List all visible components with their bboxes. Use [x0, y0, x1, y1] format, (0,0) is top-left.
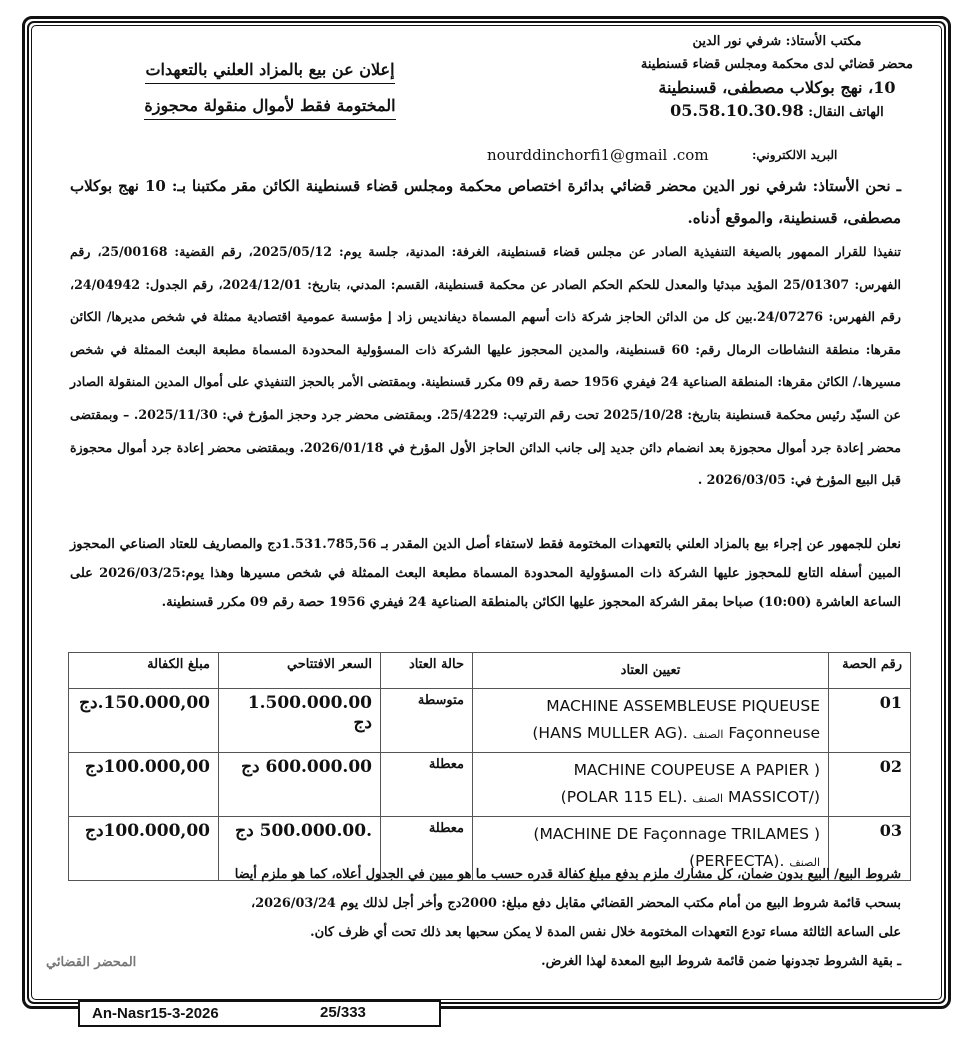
conditions-line1: شروط البيع/ البيع بدون ضمان، كل مشارك ملزم بدفع مبلغ كفالة قدره حسب ما هو مبين في الجدول أعلاه، كما هو ملزم أيضا — [234, 867, 901, 882]
announcement-title-line1: إعلان عن بيع بالمزاد العلني بالتعهدات — [120, 60, 420, 79]
header-bail: مبلغ الكفالة — [69, 653, 219, 689]
table-header-row — [69, 653, 911, 689]
legal-basis-paragraph: تنفيذا للقرار الممهور بالصيغة التنفيذية الصادر عن مجلس قضاء قسنطينة، الغرفة: المدنية، جلسة يوم: 2025/05/12، رقم القضية: 25/00168، رقم الفهرس: 25/01307 المؤيد مبدئيا والمعدل للحكم الحكم الصادر عن محكمة قسنطينة، القسم: المدني، بتاريخ: 2024/12/01، رقم الجدول: 24/04942، رقم الفهرس: 24/07276.بين كل من الدائن الحاجز شركة ذات أسهم المسماة ديفانديس زاد إ مؤسسة عمومية اقتصادية ممثلة في شخص مديرها/ الكائن مقرها: منطقة النشاطات الرمال رقم: 60 قسنطينة، والمدين المحجوز عليها الشركة ذات المسؤولية المحدودة المسماة مطبعة البعث الممثلة في شخص مسيرها./ الكائن مقرها: المنطقة الصناعية 24 فيفري 1956 حصة رقم 09 مكرر قسنطينة. وبمقتضى الأمر بالحجز التنفيذي على أموال المدين المنقولة الصادر عن السيّد رئيس محكمة قسنطينة بتاريخ: 2025/10/28 تحت رقم الترتيب: 25/4229. وبمقتضى محضر جرد وحجز المؤرخ في: 2025/11/30. – وبمقتضى محضر إعادة جرد أموال محجوزة بعد انضمام دائن جديد إلى جانب الدائن الحاجز الأول المؤرخ في 2026/01/18. وبمقتضى محضر إعادة جرد أموال محجوزة قبل البيع المؤرخ في: 2026/03/05 . — [70, 244, 902, 488]
conditions-line2: بسحب قائمة شروط البيع من أمام مكتب المحضر القضائي مقابل دفع مبلغ: 2000دج وأخر أجل لذلك يوم 2026/03/24، — [251, 896, 901, 911]
header-opening-price: السعر الافتتاحي — [219, 653, 381, 689]
lot-opening-price: 1.500.000.00 دج — [219, 689, 381, 753]
email-address[interactable]: nourddinchorfi1@gmail .com — [487, 146, 709, 164]
table-row — [69, 753, 911, 817]
lot-state: متوسطة — [381, 689, 473, 753]
announcement-title-line2: المختومة فقط لأموال منقولة محجوزة — [120, 96, 420, 115]
lot-number: 01 — [829, 689, 911, 753]
desc-line1: MACHINE COUPEUSE A PAPIER ) — [573, 761, 820, 779]
lot-opening-price: .500.000.00 دج — [219, 817, 381, 881]
phone-number: 05.58.10.30.98 — [670, 101, 804, 120]
publication-footer — [78, 1000, 441, 1027]
table-row — [69, 689, 911, 753]
office-name: مكتب الأستاذ: شرفي نور الدين — [692, 34, 862, 49]
header-lot: رقم الحصة — [829, 653, 911, 689]
header-description: تعيين العتاد — [473, 653, 829, 689]
lot-bail: 100.000,00دج — [69, 817, 219, 881]
lot-number: 03 — [829, 817, 911, 881]
office-address: 10، نهج بوكلاب مصطفى، قسنطينة — [658, 78, 896, 97]
announcement-ref: 25/333 — [320, 1004, 366, 1021]
lot-number: 02 — [829, 753, 911, 817]
desc-line1: MACHINE ASSEMBLEUSE PIQUEUSE — [546, 697, 820, 715]
desc-line2: (PERFECTA). الصنف — [689, 852, 820, 870]
lot-state: معطلة — [381, 753, 473, 817]
header-state: حالة العتاد — [381, 653, 473, 689]
lot-description — [473, 689, 829, 753]
lot-bail: 100.000,00دج — [69, 753, 219, 817]
desc-line2: (HANS MULLER AG). الصنف Façonneuse — [532, 724, 820, 742]
desc-line1: (MACHINE DE Façonnage TRILAMES ) — [533, 825, 820, 843]
lot-opening-price: 600.000.00 دج — [219, 753, 381, 817]
lot-description — [473, 753, 829, 817]
lot-state: معطلة — [381, 817, 473, 881]
office-role: محضر قضائي لدى محكمة ومجلس قضاء قسنطينة — [640, 57, 913, 72]
intro-paragraph: ـ نحن الأستاذ: شرفي نور الدين محضر قضائي بدائرة اختصاص محكمة ومجلس قضاء قسنطينة الكائن مقر مكتبنا بـ: 10 نهج بوكلاب مصطفى، قسنطينة، والموقع أدناه. — [70, 177, 901, 227]
conditions-line3: على الساعة الثالثة مساء تودع التعهدات المختومة خلال نفس المدة لا يمكن سحبها بعد ذلك تحت أي ظرف كان. — [310, 925, 901, 940]
phone-label: الهاتف النقال: — [808, 105, 884, 120]
desc-line2: (POLAR 115 EL). الصنف MASSICOT/) — [560, 788, 820, 806]
lots-table — [68, 652, 911, 881]
office-phone — [641, 99, 913, 124]
conditions-line4: ـ بقية الشروط تجدونها ضمن قائمة شروط البيع المعدة لهذا الغرض. — [541, 954, 901, 969]
newspaper-date: An-Nasr15-3-2026 — [92, 1005, 219, 1022]
bailiff-signature: المحضر القضائي — [46, 955, 137, 970]
sale-conditions — [70, 860, 901, 976]
email-label: البريد الالكتروني: — [752, 148, 838, 162]
lot-bail: 150.000,00.دج — [69, 689, 219, 753]
sale-announcement-paragraph: نعلن للجمهور عن إجراء بيع بالمزاد العلني بالتعهدات المختومة فقط لاستفاء أصل الدين المقدر بـ 1.531.785,56دج والمصاريف للعتاد الصناعي المحجوز المبين أسفله التابع للمحجوز عليها الشركة ذات المسؤولية المحدودة المسماة مطبعة البعث الممثلة في شخص مسيرها وهذا يوم:2026/03/25 على الساعة العاشرة (10:00) صباحا بمقر الشركة المحجوز عليها الكائن بالمنطقة الصناعية 24 فيفري 1956 حصة رقم 09 مكرر قسنطينة. — [70, 537, 902, 610]
bailiff-office-header — [641, 30, 913, 124]
